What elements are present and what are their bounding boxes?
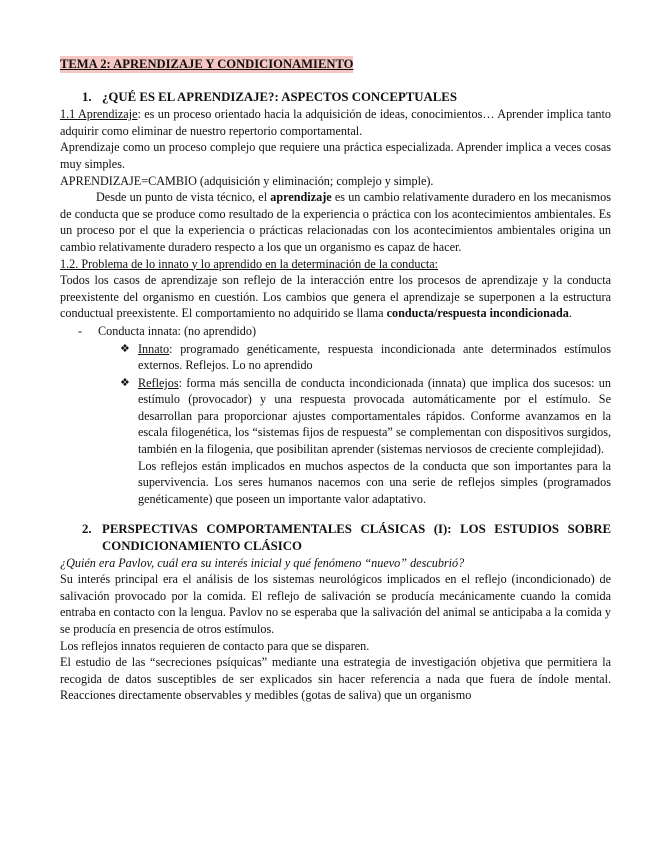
bullet-continuation: Los reflejos están implicados en muchos aspectos de la conducta que son importantes para la supervivencia. Los seres humanos nacemos con una serie de reflejos simples (programados genéticamente) que poseen un importante valor adaptativo. (138, 458, 611, 506)
text-span: . (568, 306, 572, 321)
paragraph: Los reflejos innatos requieren de contacto para que se disparen. (60, 638, 370, 653)
text-span: Todos los casos de aprendizaje son reflejo de la interacción entre los procesos de aprendizaje y la conducta preexistente del organismo en cuestión. Los cambios que genera el aprendizaje se superponen a la estructura conductual preexistente. El comportamiento no adquirido se llama (60, 273, 611, 321)
paragraph: Aprendizaje como un proceso complejo que requiere una práctica especializada. Aprender implica a veces cosas muy simples. (60, 140, 611, 171)
bullet-label: Reflejos (138, 375, 179, 390)
text-span: es un cambio relativamente duradero en los mecanismos de conducta que se produce como resultado de la experiencia o práctica con los acontecimientos ambientales. Es un proceso por el que la experiencia o prácticas relacionadas con los acontecimientos ambientales origina un cambio relativamente duradero respecto a los que un organismo es capaz de hacer. (60, 190, 611, 254)
section-2-heading (60, 521, 611, 554)
dash-marker: - (78, 323, 83, 338)
paragraph: APRENDIZAJE=CAMBIO (adquisición y eliminación; complejo y simple). (60, 173, 434, 188)
diamond-bullet-icon: ❖ (120, 376, 130, 389)
bullet-item-reflejos (60, 375, 611, 458)
definition-paragraph (60, 106, 611, 139)
definition-text: : es un proceso orientado hacia la adquisición de ideas, conocimientos… Aprender implica tanto adquirir como eliminar de nuestro repertorio comportamental. (60, 107, 611, 138)
bold-term: conducta/respuesta incondicionada (386, 306, 569, 321)
technical-definition-paragraph (60, 189, 611, 255)
bullet-body (138, 341, 611, 374)
section-1-heading (60, 89, 611, 106)
question-line: ¿Quién era Pavlov, cuál era su interés inicial y qué fenómeno “nuevo” descubrió? (60, 555, 465, 570)
paragraph (60, 272, 611, 322)
bullet-text: : forma más sencilla de conducta incondicionada (innata) que implica dos sucesos: un estímulo (provocador) y una respuesta provocada automáticamente por el estímulo. Se desarrollan para proporcionar ajustes comportamentales rápidos. Conforme avanzamos en la escala filogenética, los “sistemas fijos de respuesta” se complementan con dispositivos surgidos, también en la filogenia, que posibilitan aprender (sistemas nerviosos de creciente complejidad). (138, 375, 611, 457)
section-1-title: ¿QUÉ ES EL APRENDIZAJE?: ASPECTOS CONCEPTUALES (102, 89, 457, 104)
bullet-body (138, 375, 611, 458)
bullet-text: : programado genéticamente, respuesta incondicionada ante determinados estímulos externos. Reflejos. Lo no aprendido (138, 341, 611, 373)
bold-term: aprendizaje (270, 190, 332, 205)
bullet-label: Innato (138, 341, 170, 356)
bullet-item-innato (60, 341, 611, 374)
paragraph: El estudio de las “secreciones psíquicas” mediante una estrategia de investigación objetiva que permitiera la recogida de datos susceptibles de ser explicados sin hacer referencia a nada que fuera de índole mental. Reacciones directamente observables y medibles (gotas de saliva) que un organismo (60, 655, 611, 703)
diamond-bullet-icon: ❖ (120, 342, 130, 355)
definition-label: 1.1 Aprendizaje (60, 107, 138, 122)
paragraph: Su interés principal era el análisis de los sistemas neurológicos implicados en el reflejo (incondicionado) de salivación provocado por la comida. El reflejo de salivación se producía mecánicamente cuando la comida entraba en contacto con la lengua. Pavlov no se esperaba que la salivación del animal se anticipaba a la comida y se producía en presencia de otros estímulos. (60, 572, 611, 636)
section-2-number: 2. (82, 522, 92, 537)
section-1-number: 1. (82, 89, 92, 104)
subsection-heading: 1.2. Problema de lo innato y lo aprendido en la determinación de la conducta: (60, 256, 439, 271)
dash-list-item (60, 323, 611, 340)
section-2-title: PERSPECTIVAS COMPORTAMENTALES CLÁSICAS (I): LOS ESTUDIOS SOBRE CONDICIONAMIENTO CLÁSICO (102, 522, 611, 554)
text-span: Desde un punto de vista técnico, el (96, 190, 271, 205)
dash-item-text: Conducta innata: (no aprendido) (98, 323, 257, 338)
document-title: TEMA 2: APRENDIZAJE Y CONDICIONAMIENTO (60, 57, 354, 71)
